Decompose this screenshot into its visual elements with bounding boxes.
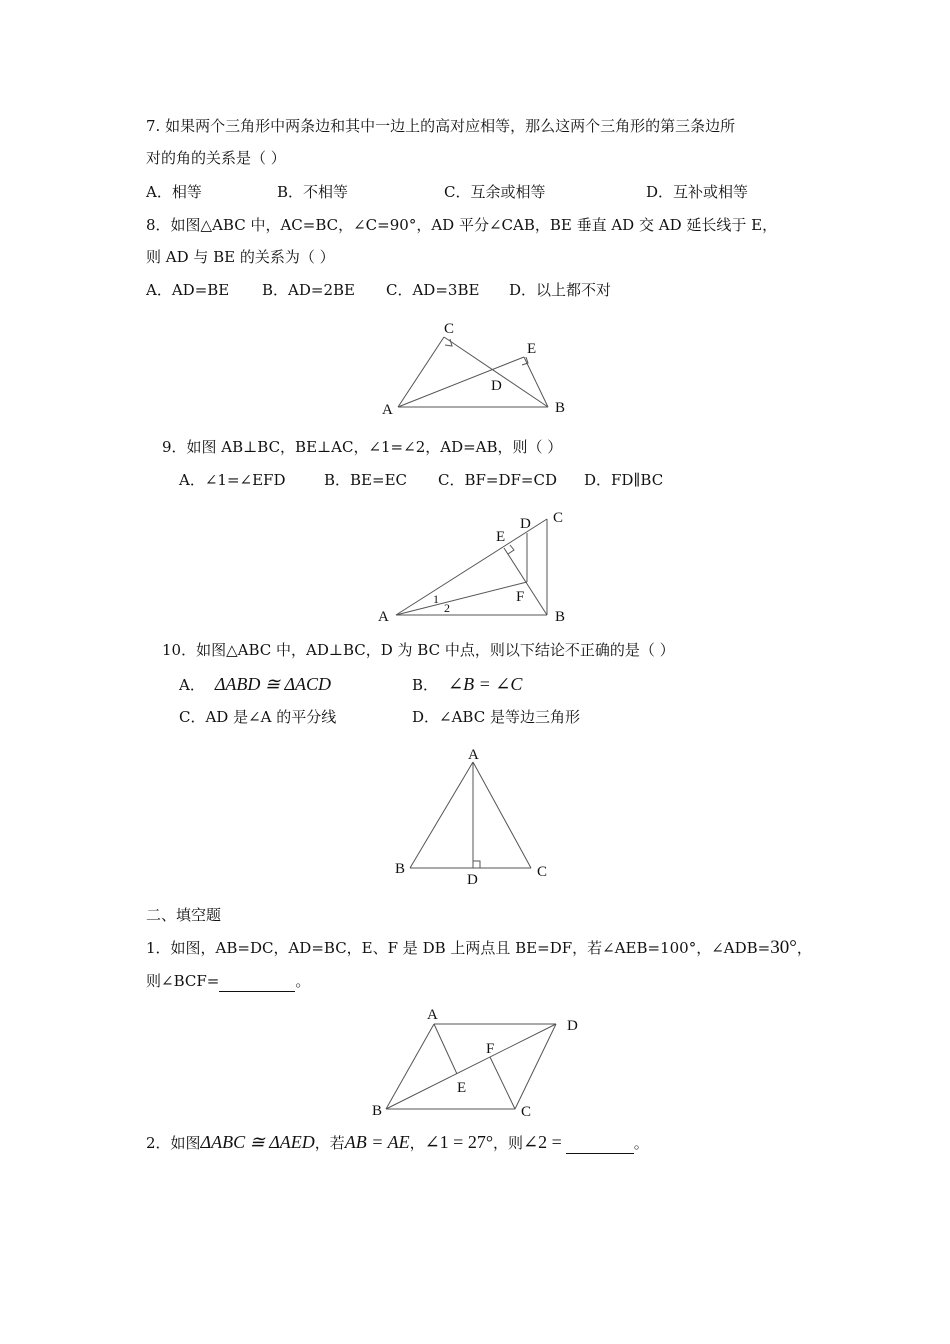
f2-math-angle2: ∠2 = xyxy=(523,1132,562,1152)
q8-stem-line1: 8．如图△ABC 中，AC=BC，∠C=90°，AD 平分∠CAB，BE 垂直 AD 交 AD 延长线于 E， xyxy=(146,216,778,234)
f2-math-congruence: ΔABC ≅ ΔAED xyxy=(200,1132,315,1152)
q10-right-angle-d xyxy=(473,861,480,868)
q9-option-b: B．BE=EC xyxy=(324,471,407,489)
q8-label-d: D xyxy=(491,378,502,394)
q10-option-a-math: ΔABD ≅ ΔACD xyxy=(214,674,332,694)
q9-label-c: C xyxy=(553,510,564,526)
q8-label-a: A xyxy=(382,402,393,418)
q9-stem: 9．如图 AB⊥BC，BE⊥AC，∠1=∠2，AD=AB，则（ ） xyxy=(162,438,563,456)
f1-label-e: E xyxy=(457,1080,467,1096)
q9-label-e: E xyxy=(496,529,506,545)
q10-edge-ac xyxy=(473,762,531,868)
q9-edge-af xyxy=(396,582,527,615)
q10-label-b: B xyxy=(395,861,406,877)
f1-line1-math: 30° xyxy=(770,937,797,958)
q8-label-c: C xyxy=(444,321,455,337)
f2-math-angle1: ∠1 = 27° xyxy=(424,1132,494,1152)
q9-option-d: D．FD∥BC xyxy=(584,471,664,489)
f1-figure xyxy=(360,1000,600,1125)
f1-line2-text: 则∠BCF= xyxy=(146,972,220,990)
q8-figure xyxy=(370,315,590,425)
f2-mid1: ，若 xyxy=(314,1134,345,1152)
f1-line1-text: 1．如图，AB=DC，AD=BC，E、F 是 DB 上两点且 BE=DF，若∠AEB=100°，∠ADB= xyxy=(146,939,771,957)
section-fill-in-heading: 二、填空题 xyxy=(146,906,222,924)
f2-answer-blank[interactable] xyxy=(566,1133,634,1154)
q7-option-a: A．相等 xyxy=(146,183,202,201)
q7-option-d: D．互补或相等 xyxy=(646,183,749,201)
f1-line1-end: ， xyxy=(796,939,812,957)
f1-answer-blank[interactable] xyxy=(219,971,295,992)
f1-edge-bd xyxy=(386,1024,556,1109)
f1-label-a: A xyxy=(427,1007,438,1023)
q9-option-a: A．∠1=∠EFD xyxy=(179,471,286,489)
q10-edge-ab xyxy=(410,762,473,868)
f2-stem xyxy=(146,1132,649,1154)
q10-figure xyxy=(380,740,560,890)
q8-edge-ac xyxy=(398,337,444,407)
f1-edge-ae xyxy=(434,1024,457,1074)
f2-mid2: ， xyxy=(409,1134,425,1152)
q8-label-e: E xyxy=(527,341,537,357)
q9-label-angle-1: 1 xyxy=(433,592,439,606)
q10-label-d: D xyxy=(467,872,478,888)
f1-stem-line2 xyxy=(146,971,310,992)
q10-label-a: A xyxy=(468,747,479,763)
f2-math-ab-ae: AB = AE xyxy=(344,1132,410,1152)
f1-edge-cf xyxy=(490,1057,515,1109)
q9-edge-be xyxy=(504,548,547,615)
q9-label-f: F xyxy=(516,589,525,605)
q10-stem: 10．如图△ABC 中，AD⊥BC，D 为 BC 中点，则以下结论不正确的是（ ） xyxy=(162,641,675,659)
q9-label-a: A xyxy=(378,609,389,625)
q9-label-b: B xyxy=(555,609,566,625)
f1-label-b: B xyxy=(372,1103,383,1119)
f2-prefix: 2．如图 xyxy=(146,1134,201,1152)
q8-option-c: C．AD=3BE xyxy=(386,281,480,299)
q10-option-b-label: B． xyxy=(412,676,439,694)
q9-edge-ac xyxy=(396,519,547,615)
f1-stem-line1 xyxy=(146,938,812,958)
q7-option-b: B．不相等 xyxy=(277,183,349,201)
q7-stem-line1: 7. 如果两个三角形中两条边和其中一边上的高对应相等，那么这两个三角形的第三条边所 xyxy=(146,117,736,135)
q10-option-a xyxy=(179,674,331,695)
q9-label-angle-2: 2 xyxy=(444,601,450,615)
q8-option-a: A．AD=BE xyxy=(146,281,230,299)
q7-option-c: C．互余或相等 xyxy=(444,183,546,201)
q7-stem-line2: 对的角的关系是（ ） xyxy=(146,149,286,167)
f2-end: 。 xyxy=(633,1134,649,1152)
f1-edge-ab xyxy=(386,1024,434,1109)
f1-line2-end: 。 xyxy=(295,972,311,990)
q9-right-angle-e xyxy=(508,545,514,554)
f1-label-f: F xyxy=(486,1041,495,1057)
q8-edge-ae xyxy=(398,357,524,407)
q9-label-d: D xyxy=(520,516,531,532)
q10-option-b-math: ∠B = ∠C xyxy=(448,674,523,694)
q8-option-b: B．AD=2BE xyxy=(262,281,355,299)
q8-option-d: D．以上都不对 xyxy=(509,281,612,299)
q8-stem-line2: 则 AD 与 BE 的关系为（ ） xyxy=(146,248,335,266)
q9-figure xyxy=(370,505,580,625)
f2-mid3: ，则 xyxy=(493,1134,524,1152)
q10-option-b xyxy=(412,674,522,695)
f1-edge-dc xyxy=(515,1024,556,1109)
q10-label-c: C xyxy=(537,864,548,880)
f1-label-d: D xyxy=(567,1018,578,1034)
f1-label-c: C xyxy=(521,1104,532,1120)
q8-label-b: B xyxy=(555,400,566,416)
q10-option-a-label: A． xyxy=(179,676,205,694)
q10-option-c: C．AD 是∠A 的平分线 xyxy=(179,708,337,726)
q10-option-d: D．∠ABC 是等边三角形 xyxy=(412,708,580,726)
q9-option-c: C．BF=DF=CD xyxy=(438,471,557,489)
